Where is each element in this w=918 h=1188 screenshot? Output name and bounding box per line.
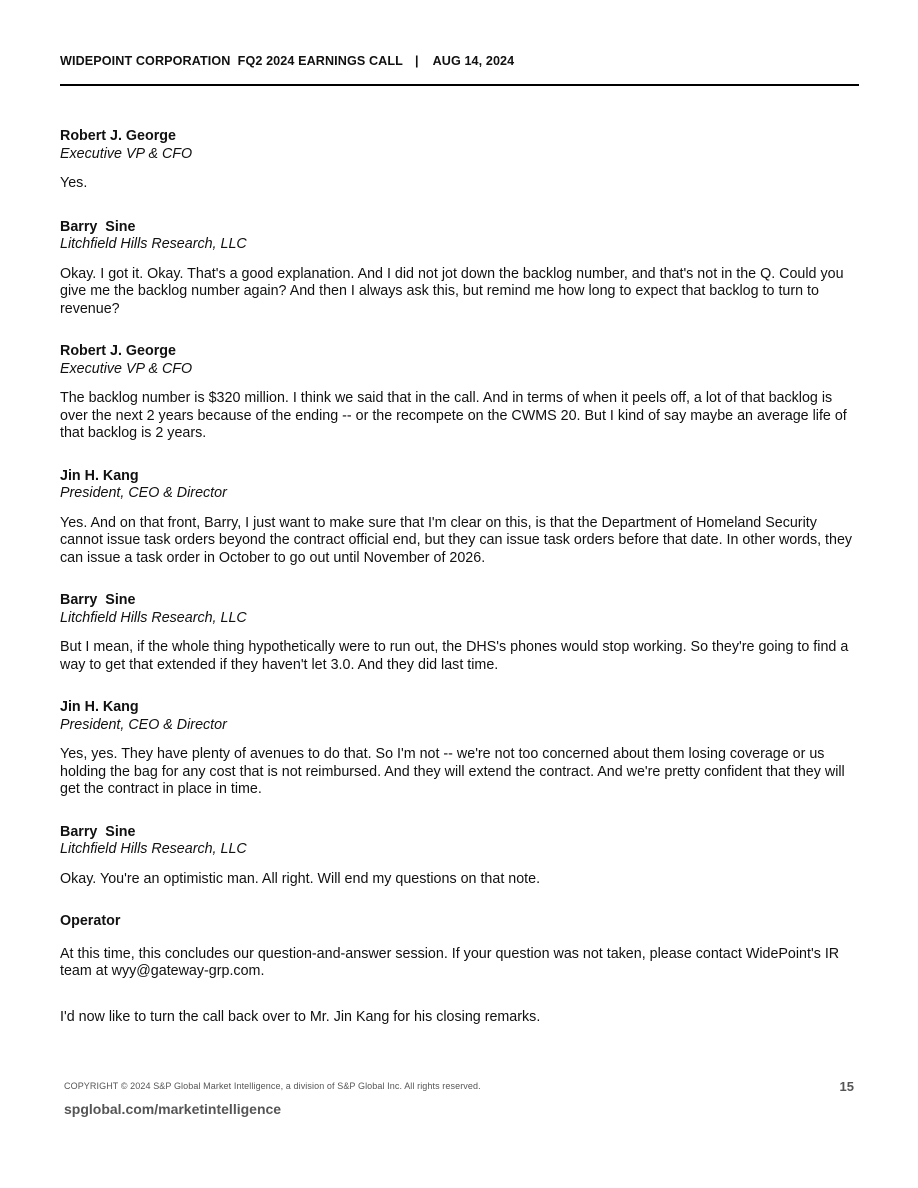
transcript-entry bbox=[60, 468, 860, 568]
transcript-entry bbox=[60, 913, 860, 1026]
speaker-name: Barry Sine bbox=[60, 823, 136, 840]
speech-paragraph: Yes. And on that front, Barry, I just want to make sure that I'm clear on this, is that the Department of Homeland Security cannot issue task orders beyond the contract official end, but they can issue task orders before that date. In other words, they can issue a task order in October to go out until November of 2026. bbox=[60, 514, 853, 566]
transcript-body bbox=[60, 128, 860, 1026]
speaker-role: Litchfield Hills Research, LLC bbox=[60, 841, 247, 857]
transcript-entry bbox=[60, 128, 860, 193]
speaker-role: Litchfield Hills Research, LLC bbox=[60, 236, 247, 252]
speech-paragraph: But I mean, if the whole thing hypothetically were to run out, the DHS's phones would stop working. So they're going to find a way to get that extended if they haven't let 3.0. And they did last time. bbox=[60, 639, 849, 673]
page-header bbox=[60, 54, 859, 68]
speaker-role: President, CEO & Director bbox=[60, 485, 227, 501]
speaker-name: Barry Sine bbox=[60, 218, 136, 235]
speaker-name: Jin H. Kang bbox=[60, 467, 139, 484]
speech-paragraph: Okay. I got it. Okay. That's a good explanation. And I did not jot down the backlog number, and that's not in the Q. Could you give me the backlog number again? And then I always ask this, but remind me how long to expect that backlog to turn to revenue? bbox=[60, 265, 844, 317]
speaker-name: Robert J. George bbox=[60, 128, 176, 144]
speaker-name: Robert J. George bbox=[60, 343, 176, 359]
speaker-role: Litchfield Hills Research, LLC bbox=[60, 609, 247, 626]
speech-paragraph: Yes. bbox=[60, 175, 88, 191]
transcript-entry bbox=[60, 824, 860, 889]
footer-url: spglobal.com/marketintelligence bbox=[64, 1101, 282, 1117]
speech-paragraph: The backlog number is $320 million. I think we said that in the call. And in terms of when it peels off, a lot of that backlog is over the next 2 years because of the ending -- or the recompete on the CWMS 20. But I kind of say maybe an average life of that backlog is 2 years. bbox=[60, 390, 847, 441]
header-rule bbox=[60, 84, 859, 86]
speech-paragraph: At this time, this concludes our question-and-answer session. If your question was not taken, please contact WidePoint's IR team at wyy@gateway-grp.com. bbox=[60, 945, 840, 979]
speaker-role: Executive VP & CFO bbox=[60, 360, 193, 377]
speaker-name: Barry Sine bbox=[60, 592, 136, 608]
header-separator: | bbox=[414, 54, 419, 68]
header-date: AUG 14, 2024 bbox=[432, 54, 515, 68]
transcript-entry bbox=[60, 343, 860, 443]
speech-paragraph: Yes, yes. They have plenty of avenues to do that. So I'm not -- we're not too concerned about them losing coverage or us holding the bag for any cost that is not reimbursed. And they will extend the contract. And we're pretty confident that they will get the contract in place in time. bbox=[60, 746, 845, 797]
header-company: WIDEPOINT CORPORATION FQ2 2024 EARNINGS CALL bbox=[60, 54, 403, 68]
speaker-name: Jin H. Kang bbox=[60, 699, 139, 715]
transcript-entry bbox=[60, 699, 860, 799]
speech-paragraph: I'd now like to turn the call back over to Mr. Jin Kang for his closing remarks. bbox=[60, 1008, 541, 1025]
transcript-entry bbox=[60, 219, 860, 319]
transcript-entry bbox=[60, 592, 860, 674]
speaker-role: President, CEO & Director bbox=[60, 716, 227, 733]
speech-paragraph: Okay. You're an optimistic man. All right. Will end my questions on that note. bbox=[60, 870, 541, 887]
page-number: 15 bbox=[839, 1079, 854, 1094]
speaker-name: Operator bbox=[60, 913, 121, 929]
speaker-role: Executive VP & CFO bbox=[60, 145, 193, 162]
footer-copyright: COPYRIGHT © 2024 S&P Global Market Intelligence, a division of S&P Global Inc. All rights reserved. bbox=[64, 1081, 481, 1091]
